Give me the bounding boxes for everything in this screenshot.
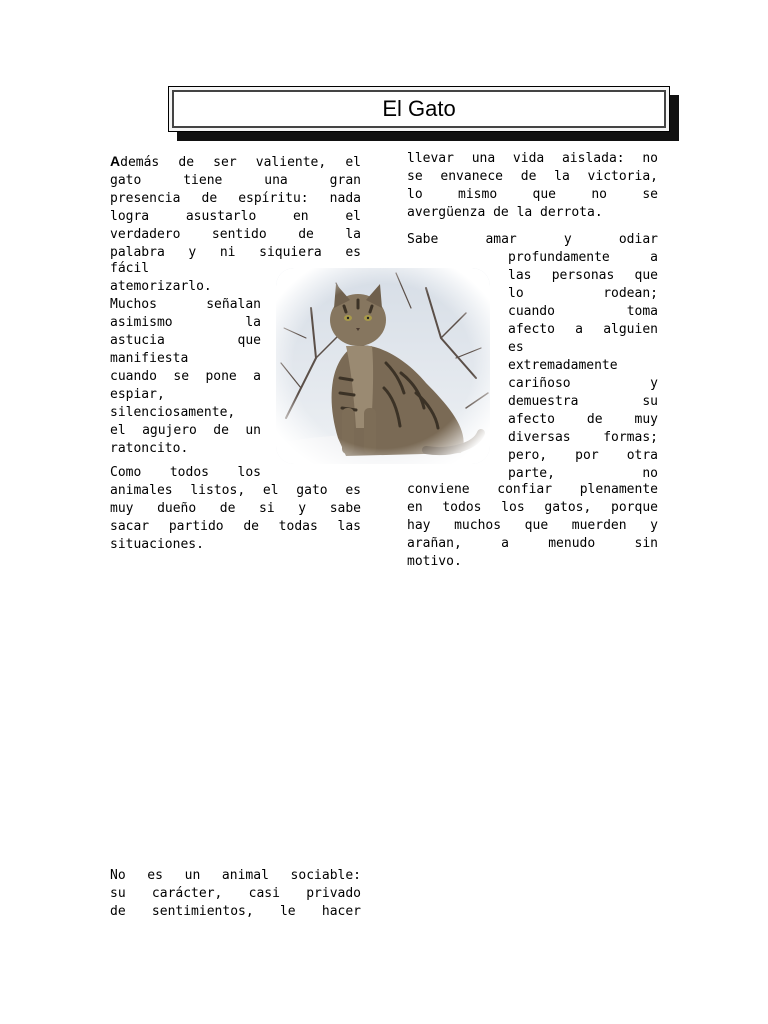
text-line: manifiesta: [110, 351, 189, 366]
text-line: profundamente a: [508, 250, 658, 265]
text-line: cuando se pone a: [110, 369, 261, 384]
photo-vignette: [276, 268, 490, 464]
text-line: hay muchos que muerden y: [407, 518, 658, 533]
text-block: [110, 152, 361, 262]
text-line: atemorizarlo.: [110, 279, 212, 294]
text-line: extremadamente: [508, 358, 618, 373]
text-line: es: [508, 340, 524, 355]
text-block: [407, 231, 658, 249]
left-paragraph-3: [110, 867, 361, 921]
text-line: el agujero de un: [110, 423, 261, 438]
text-line: No es un animal sociable:: [110, 868, 361, 883]
text-line: las personas que: [508, 268, 658, 283]
text-block-narrow: [110, 260, 261, 458]
text-line: espiar,: [110, 387, 165, 402]
text-line: conviene confiar plenamente: [407, 482, 658, 497]
text-line: su carácter, casi privado: [110, 886, 361, 901]
text-block-narrow: [508, 249, 658, 483]
text-line: Además de ser valiente, el: [110, 153, 361, 170]
text-line: lo mismo que no se: [407, 187, 658, 202]
text-line: sacar partido de todas las: [110, 519, 361, 534]
text-line: muy dueño de si y sabe: [110, 501, 361, 516]
text-line: avergüenza de la derrota.: [407, 205, 603, 220]
text-line: situaciones.: [110, 537, 204, 552]
text-line: gato tiene una gran: [110, 173, 361, 188]
text-line: verdadero sentido de la: [110, 227, 361, 242]
text-line: pero, por otra: [508, 448, 658, 463]
text-line: demuestra su: [508, 394, 658, 409]
text-block: [407, 481, 658, 571]
cat-photo: [276, 268, 490, 464]
text-line: se envanece de la victoria,: [407, 169, 658, 184]
text-line: en todos los gatos, porque: [407, 500, 658, 515]
text-line: afecto de muy: [508, 412, 658, 427]
right-paragraph-1: [407, 150, 658, 222]
text-line: parte, no: [508, 466, 658, 481]
text-line: afecto a alguien: [508, 322, 658, 337]
page-title: El Gato: [172, 90, 666, 128]
text-line: Sabe amar y odiar: [407, 232, 658, 247]
text-line: logra asustarlo en el: [110, 209, 361, 224]
text-line: cuando toma: [508, 304, 658, 319]
text-line: Como todos los: [110, 465, 261, 480]
text-line: astucia que: [110, 333, 261, 348]
text-line: arañan, a menudo sin: [407, 536, 658, 551]
text-line: animales listos, el gato es: [110, 483, 361, 498]
text-line: Muchos señalan: [110, 297, 261, 312]
text-line: llevar una vida aislada: no: [407, 151, 658, 166]
text-line: lo rodean;: [508, 286, 658, 301]
text-line: de sentimientos, le hacer: [110, 904, 361, 919]
text-line: palabra y ni siquiera es: [110, 245, 361, 260]
text-line: motivo.: [407, 554, 462, 569]
text-line: asimismo la: [110, 315, 261, 330]
left-paragraph-2: [110, 464, 361, 554]
cat-illustration: [276, 268, 490, 464]
title-box: [168, 86, 670, 132]
text-line: presencia de espíritu: nada: [110, 191, 361, 206]
drop-cap: A: [110, 153, 121, 169]
text-line: cariñoso y: [508, 376, 658, 391]
text-line: ratoncito.: [110, 441, 189, 456]
text-line: fácil: [110, 261, 150, 276]
text-line: diversas formas;: [508, 430, 658, 445]
text-line: silenciosamente,: [110, 405, 236, 420]
